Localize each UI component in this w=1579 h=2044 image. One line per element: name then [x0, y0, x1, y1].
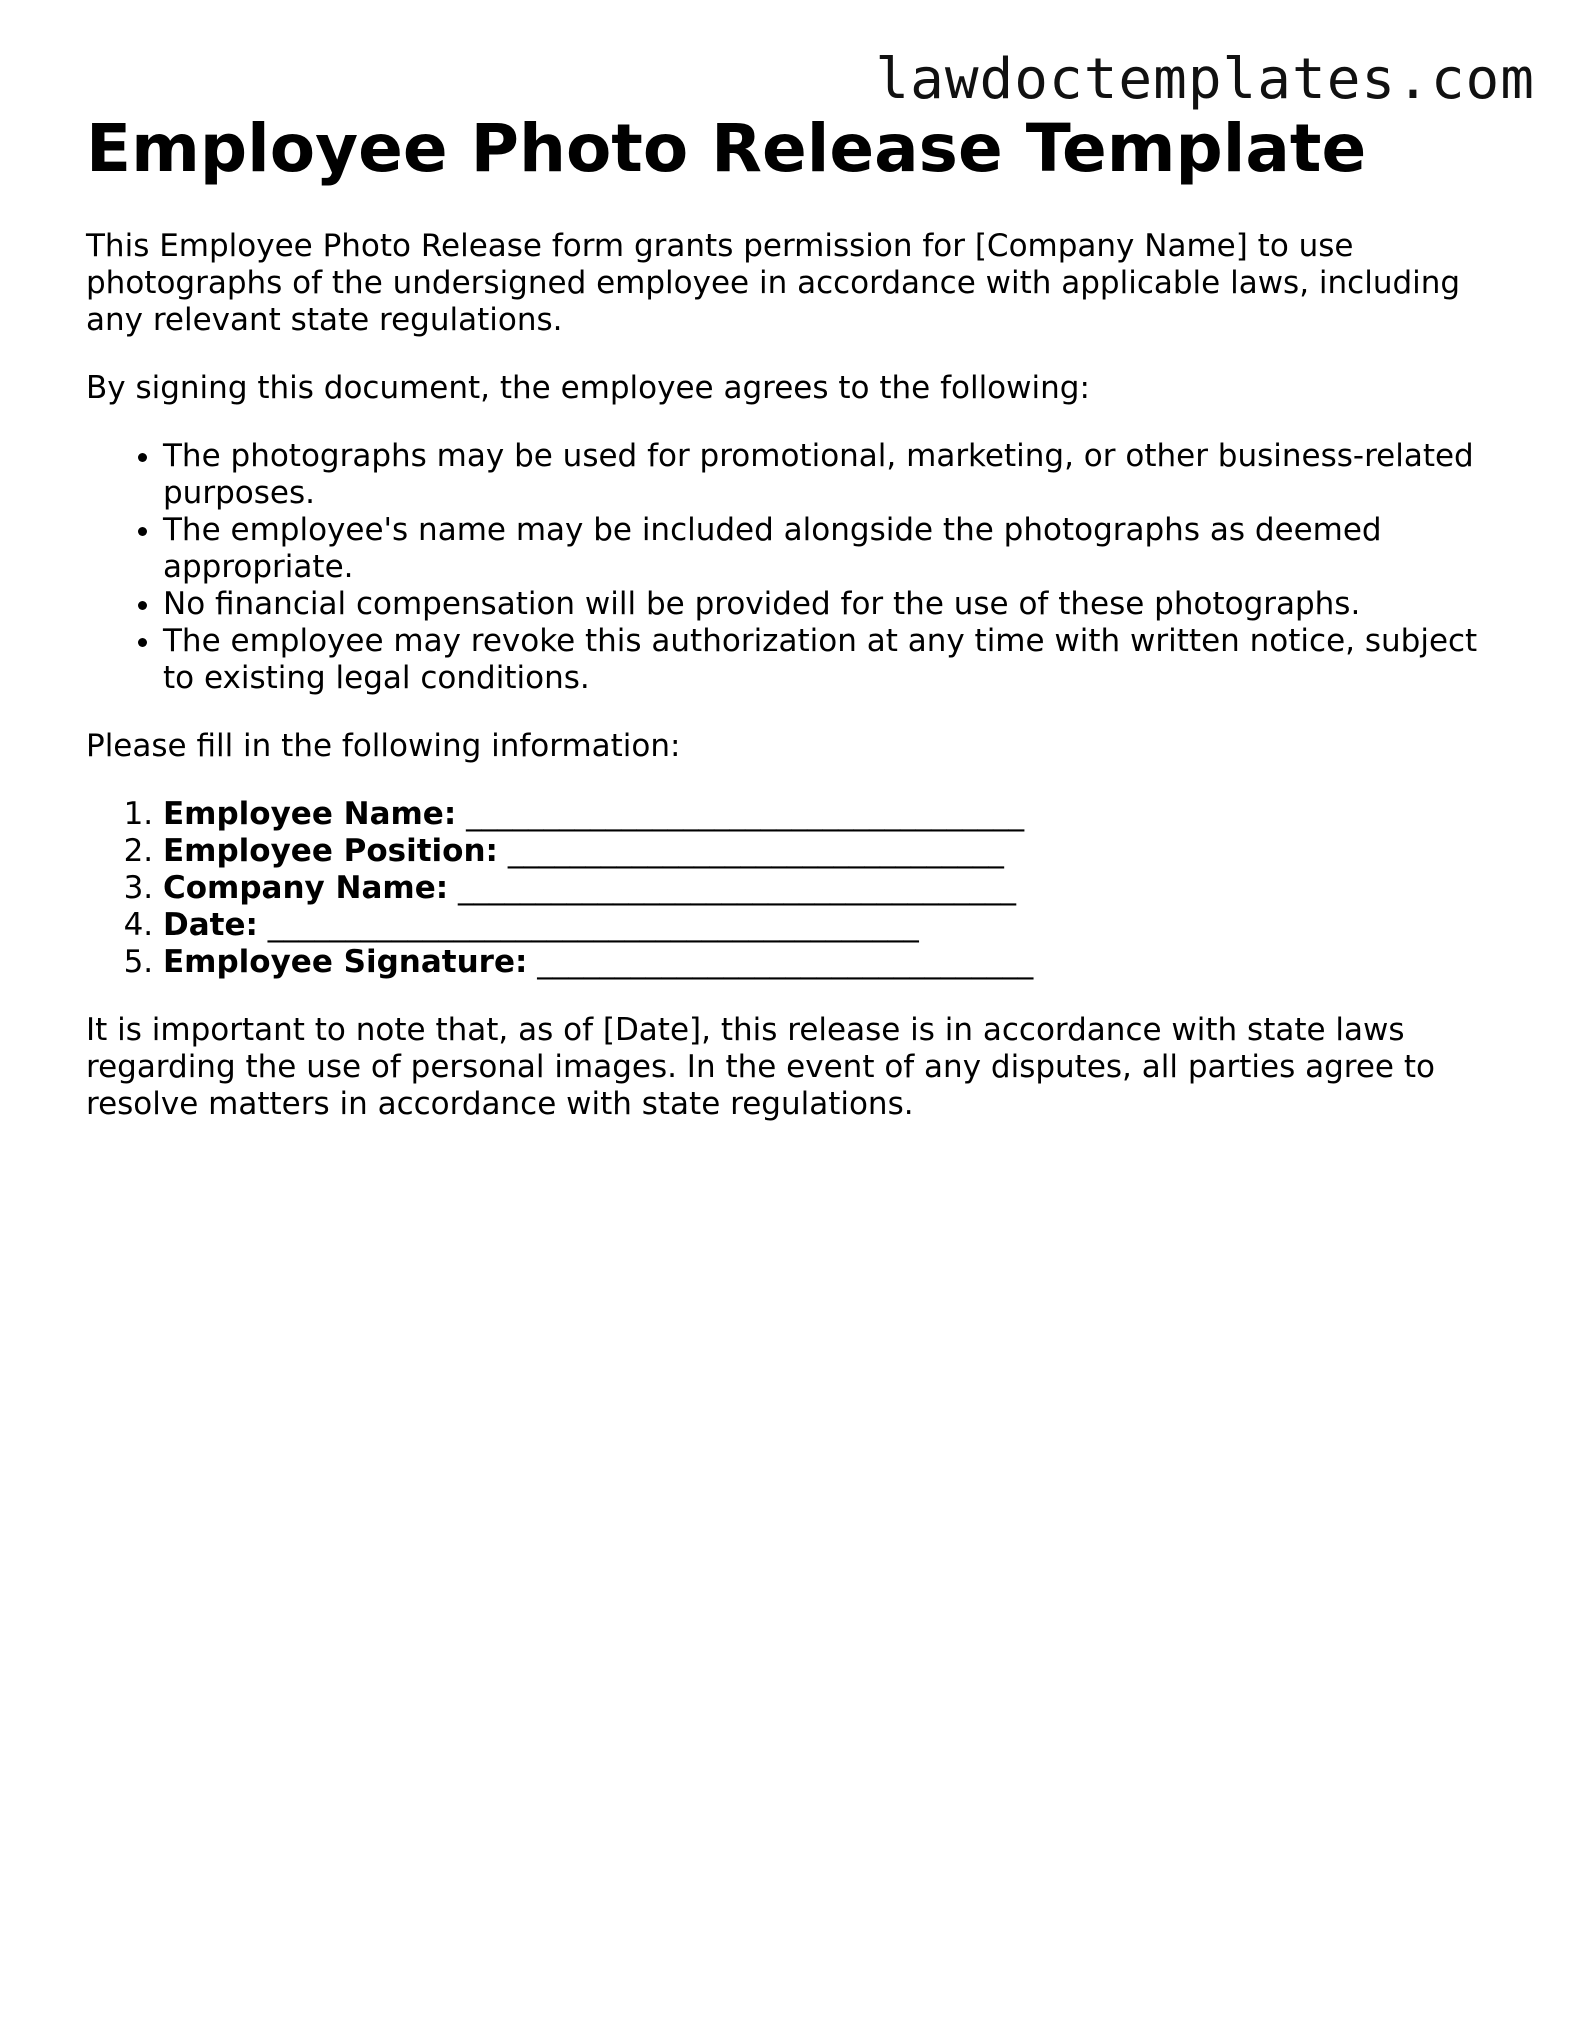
field-employee-signature [163, 944, 1506, 981]
field-date [163, 907, 1506, 944]
field-employee-position [163, 833, 1506, 870]
list-item: • No financial compensation will be provided for the use of these photographs. [163, 586, 1506, 623]
list-item: • The employee may revoke this authorization at any time with written notice, subject to existing legal conditions. [163, 623, 1506, 697]
site-watermark: lawdoctemplates.com [875, 47, 1535, 112]
field-blank[interactable]: ________________________________ [537, 944, 1034, 980]
closing-paragraph: It is important to note that, as of [Date], this release is in accordance with state laws regarding the use of personal images. In the event of any disputes, all parties agree to resolve matters in accordance with state regulations. [86, 1012, 1435, 1122]
field-blank[interactable]: ____________________________________ [466, 796, 1025, 832]
fields-list [86, 796, 1506, 981]
list-item: • The employee's name may be included alongside the photographs as deemed appropriate. [163, 512, 1506, 586]
field-label: Employee Position: [163, 833, 498, 869]
terms-list [86, 438, 1506, 697]
intro-paragraph: This Employee Photo Release form grants permission for [Company Name] to use photographs of the undersigned employee in accordance with applicable laws, including any relevant state regulations. [86, 228, 1461, 338]
field-label: Employee Name: [163, 796, 457, 832]
field-blank[interactable]: ________________________________ [507, 833, 1004, 869]
field-blank[interactable]: __________________________________________ [267, 907, 919, 943]
fill-instructions: Please fill in the following information: [86, 728, 681, 764]
field-employee-name [163, 796, 1506, 833]
field-company-name [163, 870, 1506, 907]
agreement-intro: By signing this document, the employee agrees to the following: [86, 370, 1090, 406]
document-body [86, 108, 1506, 1123]
page-title: Employee Photo Release Template [86, 110, 1367, 187]
field-label: Company Name: [163, 870, 449, 906]
field-label: Date: [163, 907, 258, 943]
field-label: Employee Signature: [163, 944, 528, 980]
list-item: • The photographs may be used for promotional, marketing, or other business-related purposes. [163, 438, 1506, 512]
field-blank[interactable]: ____________________________________ [457, 870, 1016, 906]
